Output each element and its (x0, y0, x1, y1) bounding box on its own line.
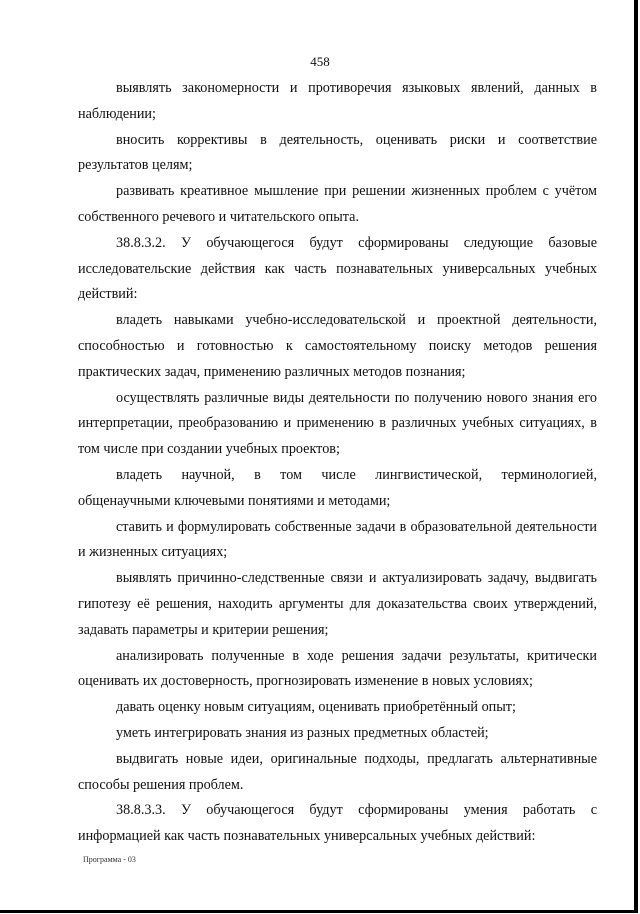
paragraph: выявлять закономерности и противоречия языковых явлений, данных в наблюдении; (78, 80, 597, 122)
paragraph: выдвигать новые идеи, оригинальные подходы, предлагать альтернативные способы решения проблем. (78, 750, 597, 793)
paragraph: анализировать полученные в ходе решения задачи результаты, критически оценивать их достоверность, прогнозировать изменение в новых условиях; (78, 647, 597, 690)
paragraph: вносить коррективы в деятельность, оценивать риски и соответствие результатов целям; (78, 131, 597, 174)
paragraph: выявлять причинно-следственные связи и актуализировать задачу, выдвигать гипотезу её решения, находить аргументы для доказательства своих утверждений, задавать параметры и критерии решения; (78, 570, 597, 638)
paragraph: владеть навыками учебно-исследовательской и проектной деятельности, способностью и готовностью к самостоятельному поиску методов решения практических задач, применению различных методов познания; (78, 312, 597, 380)
document-body (78, 76, 597, 850)
section-heading-paragraph: 38.8.3.2. У обучающегося будут сформированы следующие базовые исследовательские действия как часть познавательных универсальных учебных действий: (78, 234, 597, 303)
paragraph: осуществлять различные виды деятельности по получению нового знания его интерпретации, преобразованию и применению в различных учебных ситуациях, в том числе при создании учебных проектов; (78, 389, 597, 458)
page-number: 458 (310, 54, 330, 69)
paragraph: развивать креативное мышление при решении жизненных проблем с учётом собственного речевого и читательского опыта. (78, 183, 597, 225)
page-footer: Программа - 03 (83, 855, 136, 864)
section-heading-paragraph: 38.8.3.3. У обучающегося будут сформированы умения работать с информацией как часть познавательных универсальных учебных действий: (78, 802, 597, 845)
paragraph: давать оценку новым ситуациям, оценивать приобретённый опыт; (116, 699, 516, 716)
paragraph: уметь интегрировать знания из разных предметных областей; (116, 724, 489, 741)
paragraph: владеть научной, в том числе лингвистической, терминологией, общенаучными ключевыми понятиями и методами; (78, 466, 597, 509)
paragraph: ставить и формулировать собственные задачи в образовательной деятельности и жизненных ситуациях; (78, 518, 597, 561)
